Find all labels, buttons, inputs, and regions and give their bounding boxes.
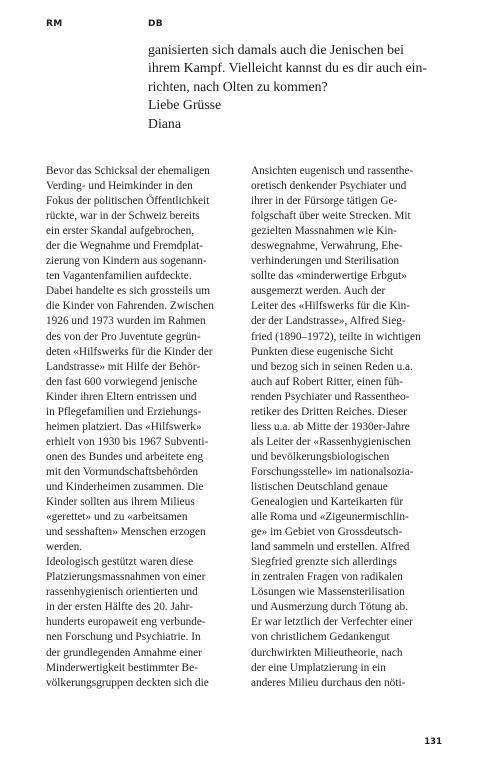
body-text-line: der eine Umplatzierung in ein (251, 661, 386, 674)
body-text-line: der grundlegenden Annahme einer (46, 646, 202, 659)
body-text-line: Kinder ihren Eltern entrissen und (46, 390, 197, 403)
body-text-line: Landstrasse» mit Hilfe der Behör- (46, 360, 201, 373)
body-text-line: mit den Vormundschaftsbehörden (46, 465, 199, 478)
body-text-line: völkerungsgruppen deckten sich die (46, 676, 209, 689)
page-number: 131 (424, 737, 442, 747)
body-text-line: zierung von Kindern aus sogenann- (46, 255, 207, 268)
body-text-line: Fokus der politischen Öffentlichkeit (46, 195, 210, 208)
body-text-line: verhinderungen und Sterilisation (251, 255, 400, 268)
running-header-right: DB (148, 19, 163, 29)
body-text-line: als Leiter der «Rassenhygienischen (251, 435, 411, 448)
body-text-line: gezielten Massnahmen wie Kin- (251, 225, 397, 238)
body-text-line: Forschungsstelle» im nationalsozia- (251, 465, 414, 478)
body-text-line: Er war letztlich der Verfechter einer (251, 616, 413, 629)
body-text-line: und Ausmerzung durch Tötung ab. (251, 601, 408, 614)
body-text-line: rückte, war in der Schweiz bereits (46, 210, 200, 223)
body-text-line: den fast 600 vorwiegend jenische (46, 375, 198, 388)
body-text-line: Ideologisch gestützt waren diese (46, 556, 194, 569)
body-text-line: Dabei handelte es sich grossteils um (46, 285, 211, 298)
body-text-line: onen des Bundes und arbeitete eng (46, 450, 204, 463)
body-text-line: sollte das «minderwertige Erbgut» (251, 270, 407, 283)
body-text-line: 1926 und 1973 wurden im Rahmen (46, 315, 206, 328)
letter-signature: Diana (148, 115, 181, 131)
running-header-left: RM (46, 19, 63, 29)
body-text-line: Kinder sollten aus ihrem Milieus (46, 496, 195, 509)
body-text-line: heimen platziert. Das «Hilfswerk» (46, 420, 202, 433)
body-text-line: Minderwertigkeit bestimmter Be- (46, 661, 198, 674)
body-text-line: und bevölkerungsbiologischen (251, 450, 390, 463)
body-text-line: oretisch denkender Psychiater und (251, 180, 407, 193)
body-text-line: retiker des Dritten Reiches. Dieser (251, 405, 407, 418)
body-text-line: ausgemerzt werden. Auch der (251, 285, 386, 298)
body-text-line: anderes Milieu durchaus den nöti- (251, 676, 406, 689)
body-text-line: land sammeln und erstellen. Alfred (251, 541, 410, 554)
body-text-line: folgschaft über weite Strecken. Mit (251, 210, 411, 223)
letter-line: ganisierten sich damals auch die Jenischen bei (148, 42, 404, 57)
body-text-line: Genealogien und Karteikarten für (251, 496, 404, 509)
body-text-line: Siegfried grenzte sich allerdings (251, 556, 397, 569)
body-text-line: die Kinder von Fahrenden. Zwischen (46, 300, 214, 313)
body-text-line: in zentralen Fragen von radikalen (251, 571, 403, 584)
letter-line: richten, nach Olten zu kommen? (148, 78, 328, 94)
body-text-line: deten «Hilfswerks für die Kinder der (46, 345, 213, 358)
body-text-line: der die Wegnahme und Fremdplat- (46, 240, 203, 253)
body-text-line: Platzierungsmassnahmen von einer (46, 571, 206, 584)
body-text-line: deswegnahme, Verwahrung, Ehe- (251, 240, 403, 253)
body-text-line: ihrer in der Fürsorge tätigen Ge- (251, 195, 398, 208)
body-text-line: ein erster Skandal aufgebrochen, (46, 225, 195, 238)
body-text-line: Punkten diese eugenische Sicht (251, 345, 394, 358)
body-text-line: «gerettet» und zu «arbeitsamen (46, 511, 188, 524)
body-text-line: ten Vagantenfamilien aufdeckte. (46, 270, 192, 283)
letter-greeting: Liebe Grüsse (148, 97, 222, 113)
body-text-line: rassenhygienisch orientierten und (46, 586, 198, 599)
body-column-right (251, 164, 456, 691)
body-text-line: auch auf Robert Ritter, einen füh- (251, 375, 404, 388)
body-text-line: und bezog sich in seinen Reden u.a. (251, 360, 413, 373)
body-text-line: renden Psychiater und Rassentheo- (251, 390, 410, 403)
body-text-line: Leiter des «Hilfswerks für die Kin- (251, 300, 411, 313)
body-column-left (46, 164, 251, 691)
body-text-line: Verding- und Heimkinder in den (46, 180, 193, 193)
body-text-line: fried (1890–1972), teilte in wichtigen (251, 330, 421, 343)
body-text-line: von christlichem Gedankengut (251, 631, 390, 644)
body-text-line: Bevor das Schicksal der ehemaligen (46, 165, 210, 177)
letter-block (148, 41, 448, 133)
body-text-line: Lösungen wie Massensterilisation (251, 586, 405, 599)
body-text-line: liess u.a. ab Mitte der 1930er-Jahre (251, 420, 410, 433)
body-text-line: und Kinderheimen zusammen. Die (46, 480, 204, 493)
body-text-line: hunderts europaweit eng verbunde- (46, 616, 206, 629)
body-text-line: des von der Pro Juventute gegrün- (46, 330, 201, 343)
body-text-line: ge» im Gebiet von Grossdeutsch- (251, 526, 403, 539)
body-text-line: erhielt von 1930 bis 1967 Subventi- (46, 435, 209, 448)
body-text-line: werden. (46, 541, 83, 554)
letter-line: ihrem Kampf. Vielleicht kannst du es dir auch ein- (148, 60, 427, 76)
body-text-line: nen Forschung und Psychiatrie. In (46, 631, 201, 644)
body-text-line: alle Roma und «Zigeunermischlin- (251, 511, 409, 524)
body-text-line: durchwirkten Milieutheorie, nach (251, 646, 403, 659)
body-text-line: und sesshaften» Menschen erzogen (46, 526, 206, 539)
body-text-line: listischen Deutschland genaue (251, 480, 388, 493)
body-text-line: in der ersten Hälfte des 20. Jahr- (46, 601, 193, 614)
body-text-line: Ansichten eugenisch und rassenthe- (251, 165, 414, 177)
body-text-line: in Pflegefamilien und Erziehungs- (46, 405, 202, 418)
body-text-line: der der Landstrasse», Alfred Sieg- (251, 315, 406, 328)
